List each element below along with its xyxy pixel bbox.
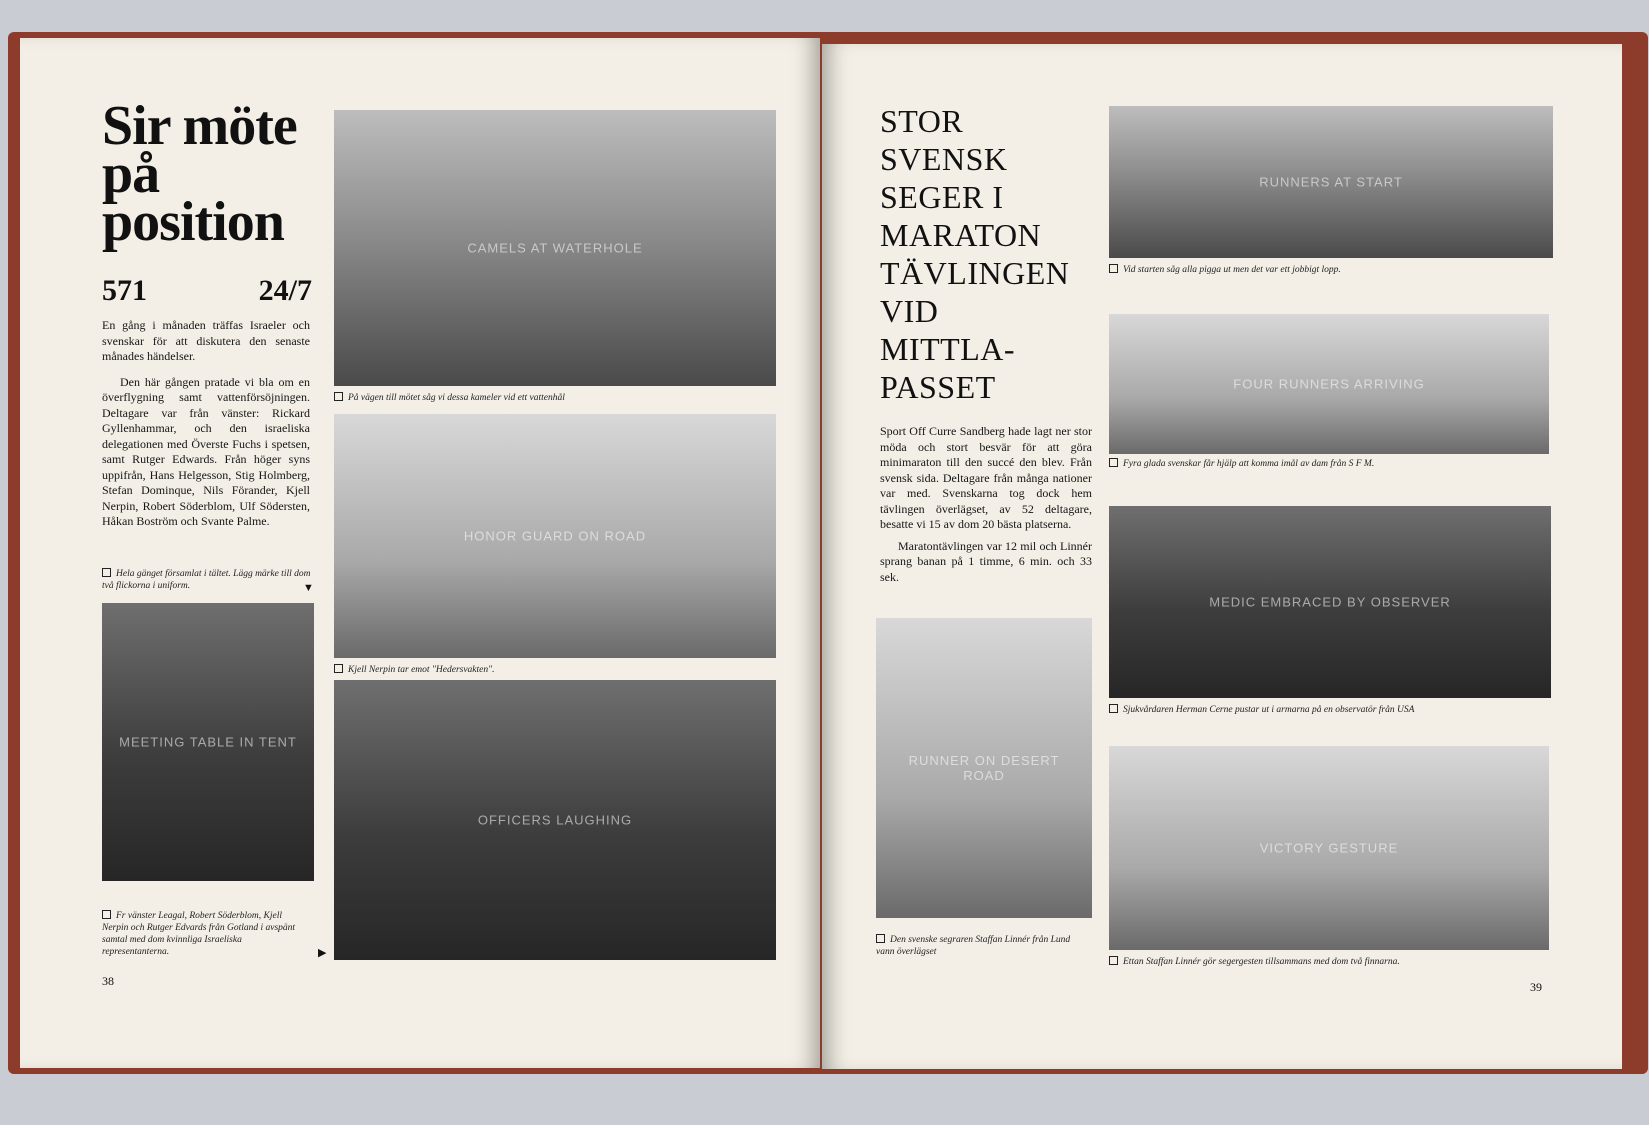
left-page-title — [102, 95, 342, 253]
title-line-3: SEGER I — [880, 179, 1004, 215]
intro-paragraph: En gång i månaden träffas Israeler och svenskar för att diskutera den senaste månades händelser. — [102, 318, 310, 363]
photo-camels: CAMELS AT WATERHOLE — [334, 110, 776, 386]
page-number-38: 38 — [102, 974, 114, 988]
title-line-3: position — [102, 191, 284, 253]
caption-box-icon — [1109, 956, 1118, 965]
title-line-2: SVENSK — [880, 141, 1008, 177]
photo-meeting-table: MEETING TABLE IN TENT — [102, 603, 314, 881]
title-line-1: STOR — [880, 103, 964, 139]
caption-guard: Kjell Nerpin tar emot "Hedersvakten". — [334, 664, 776, 676]
caption-box-icon — [876, 934, 885, 943]
caption-winner: Ettan Staffan Linnér gör segergesten tillsammans med dom två finnarna. — [1109, 956, 1549, 968]
title-line-6: VID — [880, 293, 939, 329]
caption-box-icon — [1109, 458, 1118, 467]
title-line-5: TÄVLINGEN — [880, 255, 1070, 291]
caption-medic: Sjukvårdaren Herman Cerne pustar ut i armarna på en observatör från USA — [1109, 704, 1551, 716]
title-line-7: MITTLA- — [880, 331, 1016, 367]
left-page — [20, 38, 820, 1068]
right-page-title — [880, 102, 1100, 406]
photo-officers: OFFICERS LAUGHING — [334, 680, 776, 960]
down-arrow-icon: ▼ — [303, 582, 314, 594]
caption-tent-intro: Hela gänget församlat i tältet. Lägg märke till dom två flickorna i uniform. — [102, 569, 311, 591]
photo-medic: MEDIC EMBRACED BY OBSERVER — [1109, 506, 1551, 698]
caption-four-runners: Fyra glada svenskar får hjälp att komma imål av dam från S F M. — [1109, 458, 1549, 470]
caption-box-icon — [1109, 704, 1118, 713]
caption-start: Vid starten såg alla pigga ut men det var ett jobbigt lopp. — [1109, 264, 1553, 276]
photo-honor-guard: HONOR GUARD ON ROAD — [334, 414, 776, 658]
title-line-8: PASSET — [880, 369, 996, 405]
caption-box-icon — [1109, 264, 1118, 273]
photo-victory-gesture: VICTORY GESTURE — [1109, 746, 1549, 950]
caption-table: Fr vänster Leagal, Robert Söderblom, Kjell Nerpin och Rutger Edvards från Gotland i avspänt samtal med dom kvinnliga Israeliska representanterna. — [102, 911, 296, 957]
position-number: 571 — [102, 274, 147, 307]
photo-marathon-start: RUNNERS AT START — [1109, 106, 1553, 258]
right-arrow-icon: ▶ — [318, 947, 327, 959]
right-page — [822, 44, 1622, 1069]
title-line-1: Sir möte — [102, 95, 297, 157]
marathon-paragraph-1: Sport Off Curre Sandberg hade lagt ner stor möda och stort besvär för att göra minimaraton till den succé den blev. Från svensk sida. Deltagare från många nationer var med. Svenskarna tog dock hem tävlingen överlägset, av 52 deltagare, besatte vi 15 av dom 20 bästa platserna. — [880, 424, 1092, 531]
participants-paragraph: Den här gången pratade vi bla om en överflygning samt vattenförsöjningen. Deltagare var från vänster: Rickard Gyllenhammar, och den israeliska delegationen med Överste Fuchs i spetsen, samt Rutger Edwards. Från höger syns uppifrån, Hans Helgesson, Stig Holmberg, Stefan Dominque, Nils Förander, Kjell Nerpin, Robert Söderblom, Ulf Södersten, Håkan Boström och Svante Palme. — [102, 374, 310, 528]
title-line-4: MARATON — [880, 217, 1042, 253]
caption-box-icon — [334, 664, 343, 673]
title-line-2: på — [102, 143, 160, 205]
photo-four-runners: FOUR RUNNERS ARRIVING — [1109, 314, 1549, 454]
page-number-39: 39 — [1530, 980, 1542, 994]
caption-camels: På vägen till mötet såg vi dessa kameler vid ett vattenhål — [334, 392, 776, 404]
right-body-text — [880, 424, 1092, 591]
caption-runner: Den svenske segraren Staffan Linnér från Lund vann överlägset — [876, 935, 1071, 957]
caption-box-icon — [102, 568, 111, 577]
left-body-text — [102, 318, 310, 536]
caption-box-icon — [334, 392, 343, 401]
meeting-date: 24/7 — [258, 274, 312, 307]
caption-box-icon — [102, 910, 111, 919]
marathon-paragraph-2: Maratontävlingen var 12 mil och Linnér sprang banan på 1 timme, 6 min. och 33 sek. — [880, 538, 1092, 584]
photo-winner-running: RUNNER ON DESERT ROAD — [876, 618, 1092, 918]
